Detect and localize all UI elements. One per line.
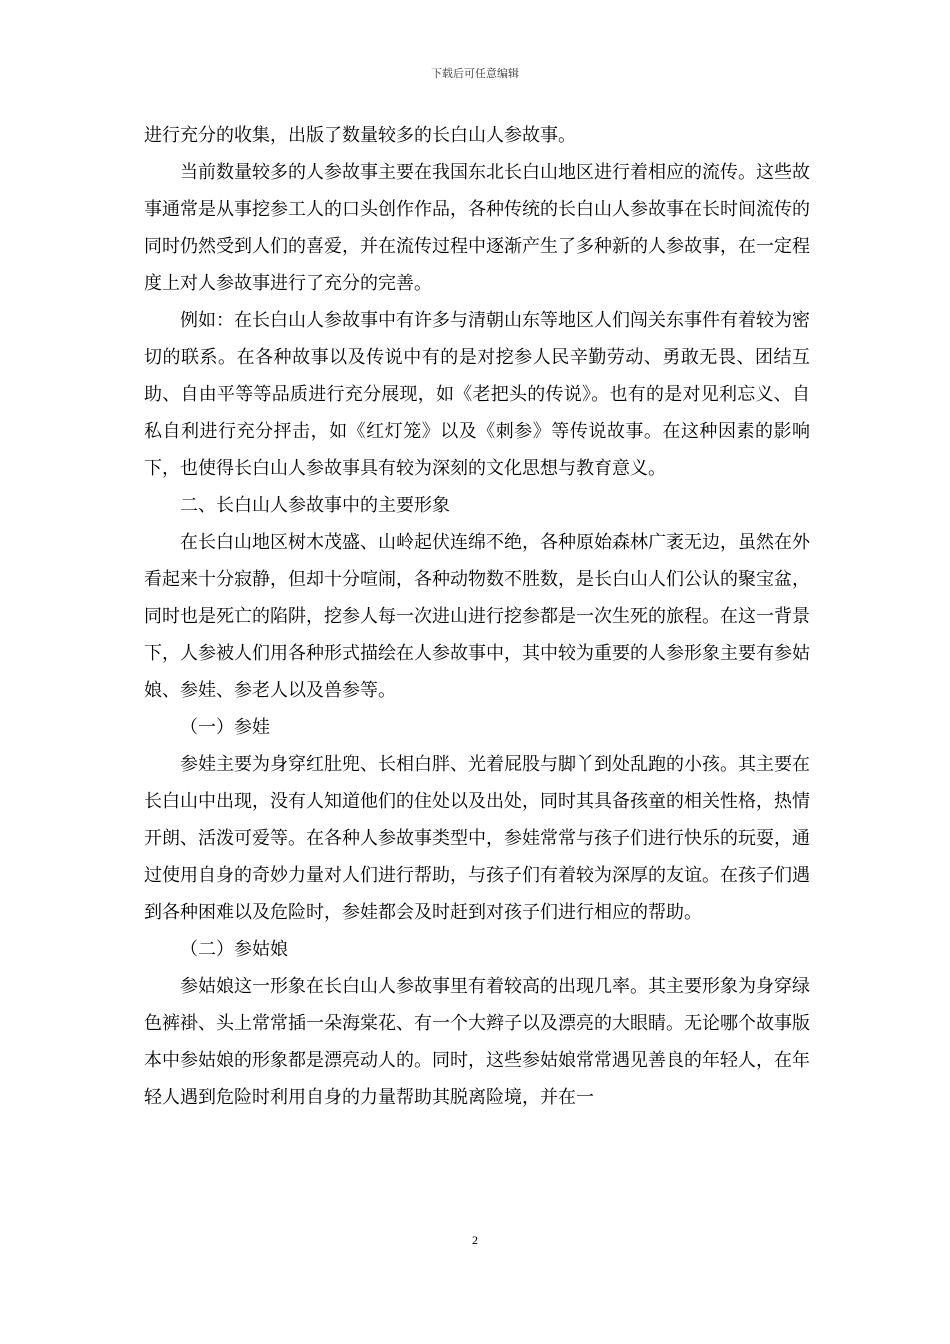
document-body <box>144 117 810 1116</box>
paragraph: 参姑娘这一形象在长白山人参故事里有着较高的出现几率。其主要形象为身穿绿色裤褂、头上常常插一朵海棠花、有一个大辫子以及漂亮的大眼睛。无论哪个故事版本中参姑娘的形象都是漂亮动人的。同时，这些参姑娘常常遇见善良的年轻人，在年轻人遇到危险时利用自身的力量帮助其脱离险境，并在一 <box>144 976 810 1108</box>
subsection-heading: （二）参姑娘 <box>180 939 288 960</box>
paragraph: 在长白山地区树木茂盛、山岭起伏连绵不绝，各种原始森林广袤无边，虽然在外看起来十分寂静，但却十分喧闹，各种动物数不胜数，是长白山人们公认的聚宝盆，同时也是死亡的陷阱，挖参人每一次进山进行挖参都是一次生死的旅程。在这一背景下，人参被人们用各种形式描绘在人参故事中，其中较为重要的人参形象主要有参姑娘、参娃、参老人以及兽参等。 <box>144 532 810 701</box>
subsection-heading: （一）参娃 <box>180 717 270 738</box>
paragraph: 参娃主要为身穿红肚兜、长相白胖、光着屁股与脚丫到处乱跑的小孩。其主要在长白山中出现，没有人知道他们的住处以及出处，同时其具备孩童的相关性格，热情开朗、活泼可爱等。在各种人参故事类型中，参娃常常与孩子们进行快乐的玩耍，通过使用自身的奇妙力量对人们进行帮助，与孩子们有着较为深厚的友谊。在孩子们遇到各种困难以及危险时，参娃都会及时赶到对孩子们进行相应的帮助。 <box>144 754 810 923</box>
section-heading: 二、长白山人参故事中的主要形象 <box>180 495 450 516</box>
paragraph: 例如：在长白山人参故事中有许多与清朝山东等地区人们闯关东事件有着较为密切的联系。在各种故事以及传说中有的是对挖参人民辛勤劳动、勇敢无畏、团结互助、自由平等等品质进行充分展现，如《老把头的传说》。也有的是对见利忘义、自私自利进行充分抨击，如《红灯笼》以及《刺参》等传说故事。在这种因素的影响下，也使得长白山人参故事具有较为深刻的文化思想与教育意义。 <box>144 310 810 479</box>
page-number: 2 <box>472 1233 478 1247</box>
paragraph: 当前数量较多的人参故事主要在我国东北长白山地区进行着相应的流传。这些故事通常是从事挖参工人的口头创作作品，各种传统的长白山人参故事在长时间流传的同时仍然受到人们的喜爱，并在流传过程中逐渐产生了多种新的人参故事，在一定程度上对人参故事进行了充分的完善。 <box>144 162 810 294</box>
page-header: 下载后可任意编辑 <box>431 67 519 80</box>
paragraph-continuation: 进行充分的收集，出版了数量较多的长白山人参故事。 <box>144 125 576 146</box>
